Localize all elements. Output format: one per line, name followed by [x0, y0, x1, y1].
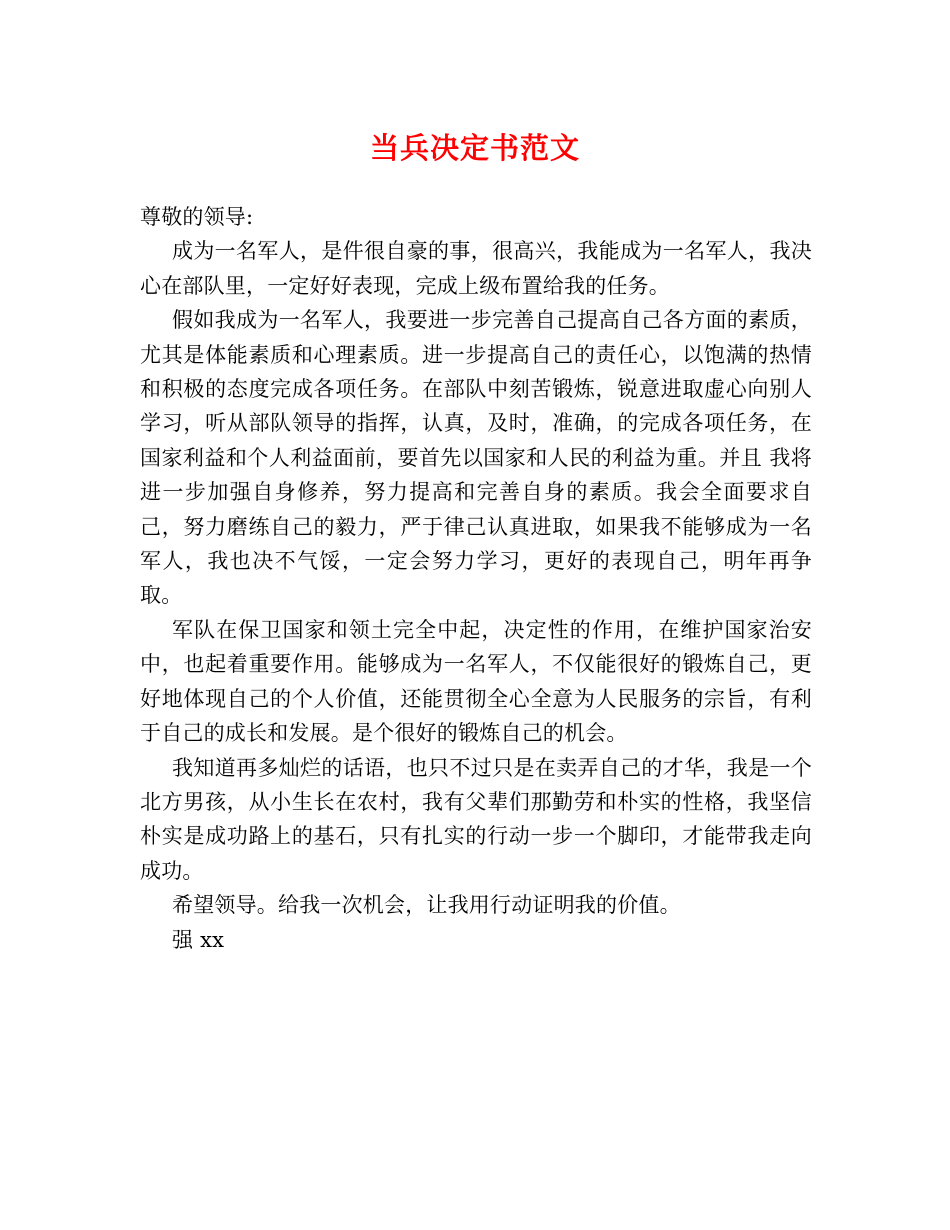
paragraph-2: 假如我成为一名军人，我要进一步完善自己提高自己各方面的素质，尤其是体能素质和心理素质。进一步提高自己的责任心，以饱满的热情和积极的态度完成各项任务。在部队中刻苦锻炼，锐意进取虚心向别人学习，听从部队领导的指挥，认真，及时，准确，的完成各项任务，在国家利益和个人利益面前，要首先以国家和人民的利益为重。并且 我将进一步加强自身修养，努力提高和完善自身的素质。我会全面要求自己，努力磨练自己的毅力，严于律己认真进取，如果我不能够成为一名军人，我也决不气馁，一定会努力学习，更好的表现自己，明年再争取。 [140, 308, 812, 608]
paragraph-3: 军队在保卫国家和领土完全中起，决定性的作用，在维护国家治安中，也起着重要作用。能够成为一名军人，不仅能很好的锻炼自己，更好地体现自己的个人价值，还能贯彻全心全意为人民服务的宗旨，有利于自己的成长和发展。是个很好的锻炼自己的机会。 [140, 617, 812, 746]
paragraph-5: 希望领导。给我一次机会，让我用行动证明我的价值。 [172, 893, 681, 918]
document-title: 当兵决定书范文 [369, 131, 580, 165]
signature: 强 xx [172, 927, 225, 952]
paragraph-1: 成为一名军人，是件很自豪的事，很高兴，我能成为一名军人，我决心在部队里，一定好好表现，完成上级布置给我的任务。 [140, 239, 812, 298]
document-body [140, 200, 812, 957]
salutation: 尊敬的领导: [140, 205, 254, 229]
paragraph-4: 我知道再多灿烂的话语，也只不过只是在卖弄自己的才华，我是一个北方男孩，从小生长在农村，我有父辈们那勤劳和朴实的性格，我坚信朴实是成功路上的基石，只有扎实的行动一步一个脚印，才能带我走向成功。 [140, 755, 812, 883]
